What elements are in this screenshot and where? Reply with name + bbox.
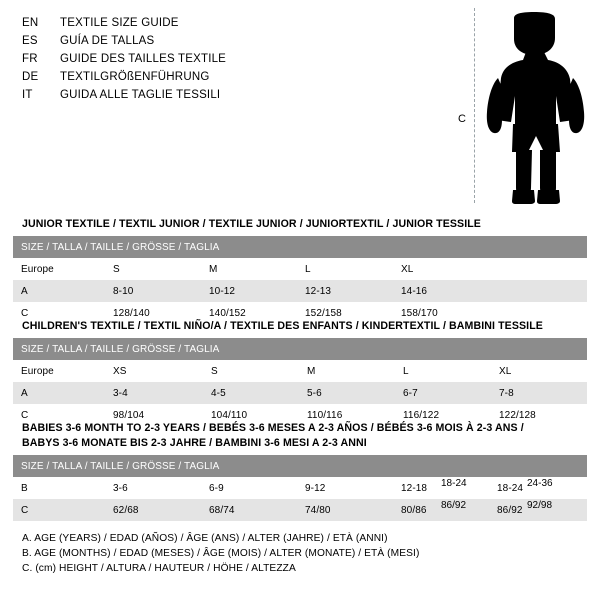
language-code: EN xyxy=(22,17,39,29)
row-label: C xyxy=(13,404,105,426)
cell: 12-13 xyxy=(297,280,393,302)
table-row xyxy=(13,360,587,382)
cell xyxy=(489,280,587,302)
cell: 10-12 xyxy=(201,280,297,302)
language-code: IT xyxy=(22,89,33,101)
cell: M xyxy=(201,258,297,280)
legend-block xyxy=(22,531,582,576)
cell: 7-8 xyxy=(491,382,587,404)
cell: 128/140 xyxy=(105,302,201,324)
table-row xyxy=(13,455,587,477)
language-row xyxy=(22,32,442,50)
table-row xyxy=(13,236,587,258)
cell: 3-6 xyxy=(105,477,201,499)
language-code: DE xyxy=(22,71,39,83)
cell: S xyxy=(105,258,201,280)
section-title-junior: JUNIOR TEXTILE / TEXTIL JUNIOR / TEXTILE JUNIOR / JUNIORTEXTIL / JUNIOR TESSILE xyxy=(22,218,481,230)
cell: 9-12 xyxy=(297,477,393,499)
cell: 62/68 xyxy=(105,499,201,521)
language-row xyxy=(22,50,442,68)
table-children xyxy=(13,338,587,426)
language-code: FR xyxy=(22,53,38,65)
cell xyxy=(489,258,587,280)
table-header-label: SIZE / TALLA / TAILLE / GRÖSSE / TAGLIA xyxy=(13,236,587,258)
babies-row-b-value-6: 24-36 xyxy=(527,478,553,489)
cell: M xyxy=(299,360,395,382)
cell: 98/104 xyxy=(105,404,203,426)
cell: S xyxy=(203,360,299,382)
cell: 86/92 xyxy=(489,499,587,521)
row-label: B xyxy=(13,477,105,499)
measure-label-c: C xyxy=(458,113,466,125)
cell: 104/110 xyxy=(203,404,299,426)
cell: 152/158 xyxy=(297,302,393,324)
language-row xyxy=(22,86,442,104)
language-row xyxy=(22,68,442,86)
language-text: TEXTILGRÖßENFÜHRUNG xyxy=(60,71,210,83)
babies-row-c-value-5: 86/92 xyxy=(441,500,467,511)
legend-row-c: C. (cm) HEIGHT / ALTURA / HAUTEUR / HÖHE / ALTEZZA xyxy=(22,563,296,574)
table-babies xyxy=(13,455,587,521)
section-title-babies-line2: BABYS 3-6 MONATE BIS 2-3 JAHRE / BAMBINI 3-6 MESI A 2-3 ANNI xyxy=(22,437,367,449)
section-title-babies: BABIES 3-6 MONTH TO 2-3 YEARS / BEBÉS 3-6 MESES A 2-3 AÑOS / BÉBÉS 3-6 MOIS À 2-3 ANS / xyxy=(22,422,524,434)
table-row xyxy=(13,338,587,360)
table-header-label: SIZE / TALLA / TAILLE / GRÖSSE / TAGLIA xyxy=(13,455,587,477)
language-text: GUIDA ALLE TAGLIE TESSILI xyxy=(60,89,221,101)
cell: 74/80 xyxy=(297,499,393,521)
row-label: A xyxy=(13,382,105,404)
cell: 6-9 xyxy=(201,477,297,499)
cell: 110/116 xyxy=(299,404,395,426)
row-label: A xyxy=(13,280,105,302)
cell: 4-5 xyxy=(203,382,299,404)
table-header-label: SIZE / TALLA / TAILLE / GRÖSSE / TAGLIA xyxy=(13,338,587,360)
cell: 3-4 xyxy=(105,382,203,404)
cell: 18-24 xyxy=(489,477,587,499)
cell: 122/128 xyxy=(491,404,587,426)
language-row xyxy=(22,14,442,32)
table-row xyxy=(13,382,587,404)
measure-dashed-line xyxy=(474,8,475,203)
cell: 5-6 xyxy=(299,382,395,404)
cell: 80/86 xyxy=(393,499,489,521)
babies-row-c-value-6: 92/98 xyxy=(527,500,553,511)
table-junior xyxy=(13,236,587,324)
cell: 158/170 xyxy=(393,302,489,324)
cell: 68/74 xyxy=(201,499,297,521)
cell: XS xyxy=(105,360,203,382)
row-label: C xyxy=(13,499,105,521)
legend-row-a: A. AGE (YEARS) / EDAD (AÑOS) / ÂGE (ANS) / ALTER (JAHRE) / ETÀ (ANNI) xyxy=(22,533,388,544)
table-row xyxy=(13,258,587,280)
cell: 8-10 xyxy=(105,280,201,302)
language-text: TEXTILE SIZE GUIDE xyxy=(60,17,179,29)
row-label: Europe xyxy=(13,258,105,280)
section-title-children: CHILDREN'S TEXTILE / TEXTIL NIÑO/A / TEXTILE DES ENFANTS / KINDERTEXTIL / BAMBINI TESSILE xyxy=(22,320,543,332)
language-text: GUIDE DES TAILLES TEXTILE xyxy=(60,53,227,65)
legend-row-b: B. AGE (MONTHS) / EDAD (MESES) / ÂGE (MOIS) / ALTER (MONATE) / ETÀ (MESI) xyxy=(22,548,420,559)
toddler-silhouette-icon xyxy=(482,12,590,204)
cell: 14-16 xyxy=(393,280,489,302)
language-title-block xyxy=(22,14,442,104)
cell: 116/122 xyxy=(395,404,491,426)
cell: 12-18 xyxy=(393,477,489,499)
row-label: Europe xyxy=(13,360,105,382)
table-row xyxy=(13,499,587,521)
table-row xyxy=(13,280,587,302)
cell: L xyxy=(297,258,393,280)
cell: XL xyxy=(393,258,489,280)
language-code: ES xyxy=(22,35,38,47)
table-row xyxy=(13,477,587,499)
babies-row-b-value-5: 18-24 xyxy=(441,478,467,489)
cell: 140/152 xyxy=(201,302,297,324)
cell: 6-7 xyxy=(395,382,491,404)
cell: L xyxy=(395,360,491,382)
row-label: C xyxy=(13,302,105,324)
language-text: GUÍA DE TALLAS xyxy=(60,35,155,47)
cell: XL xyxy=(491,360,587,382)
height-measure-figure xyxy=(452,8,592,203)
